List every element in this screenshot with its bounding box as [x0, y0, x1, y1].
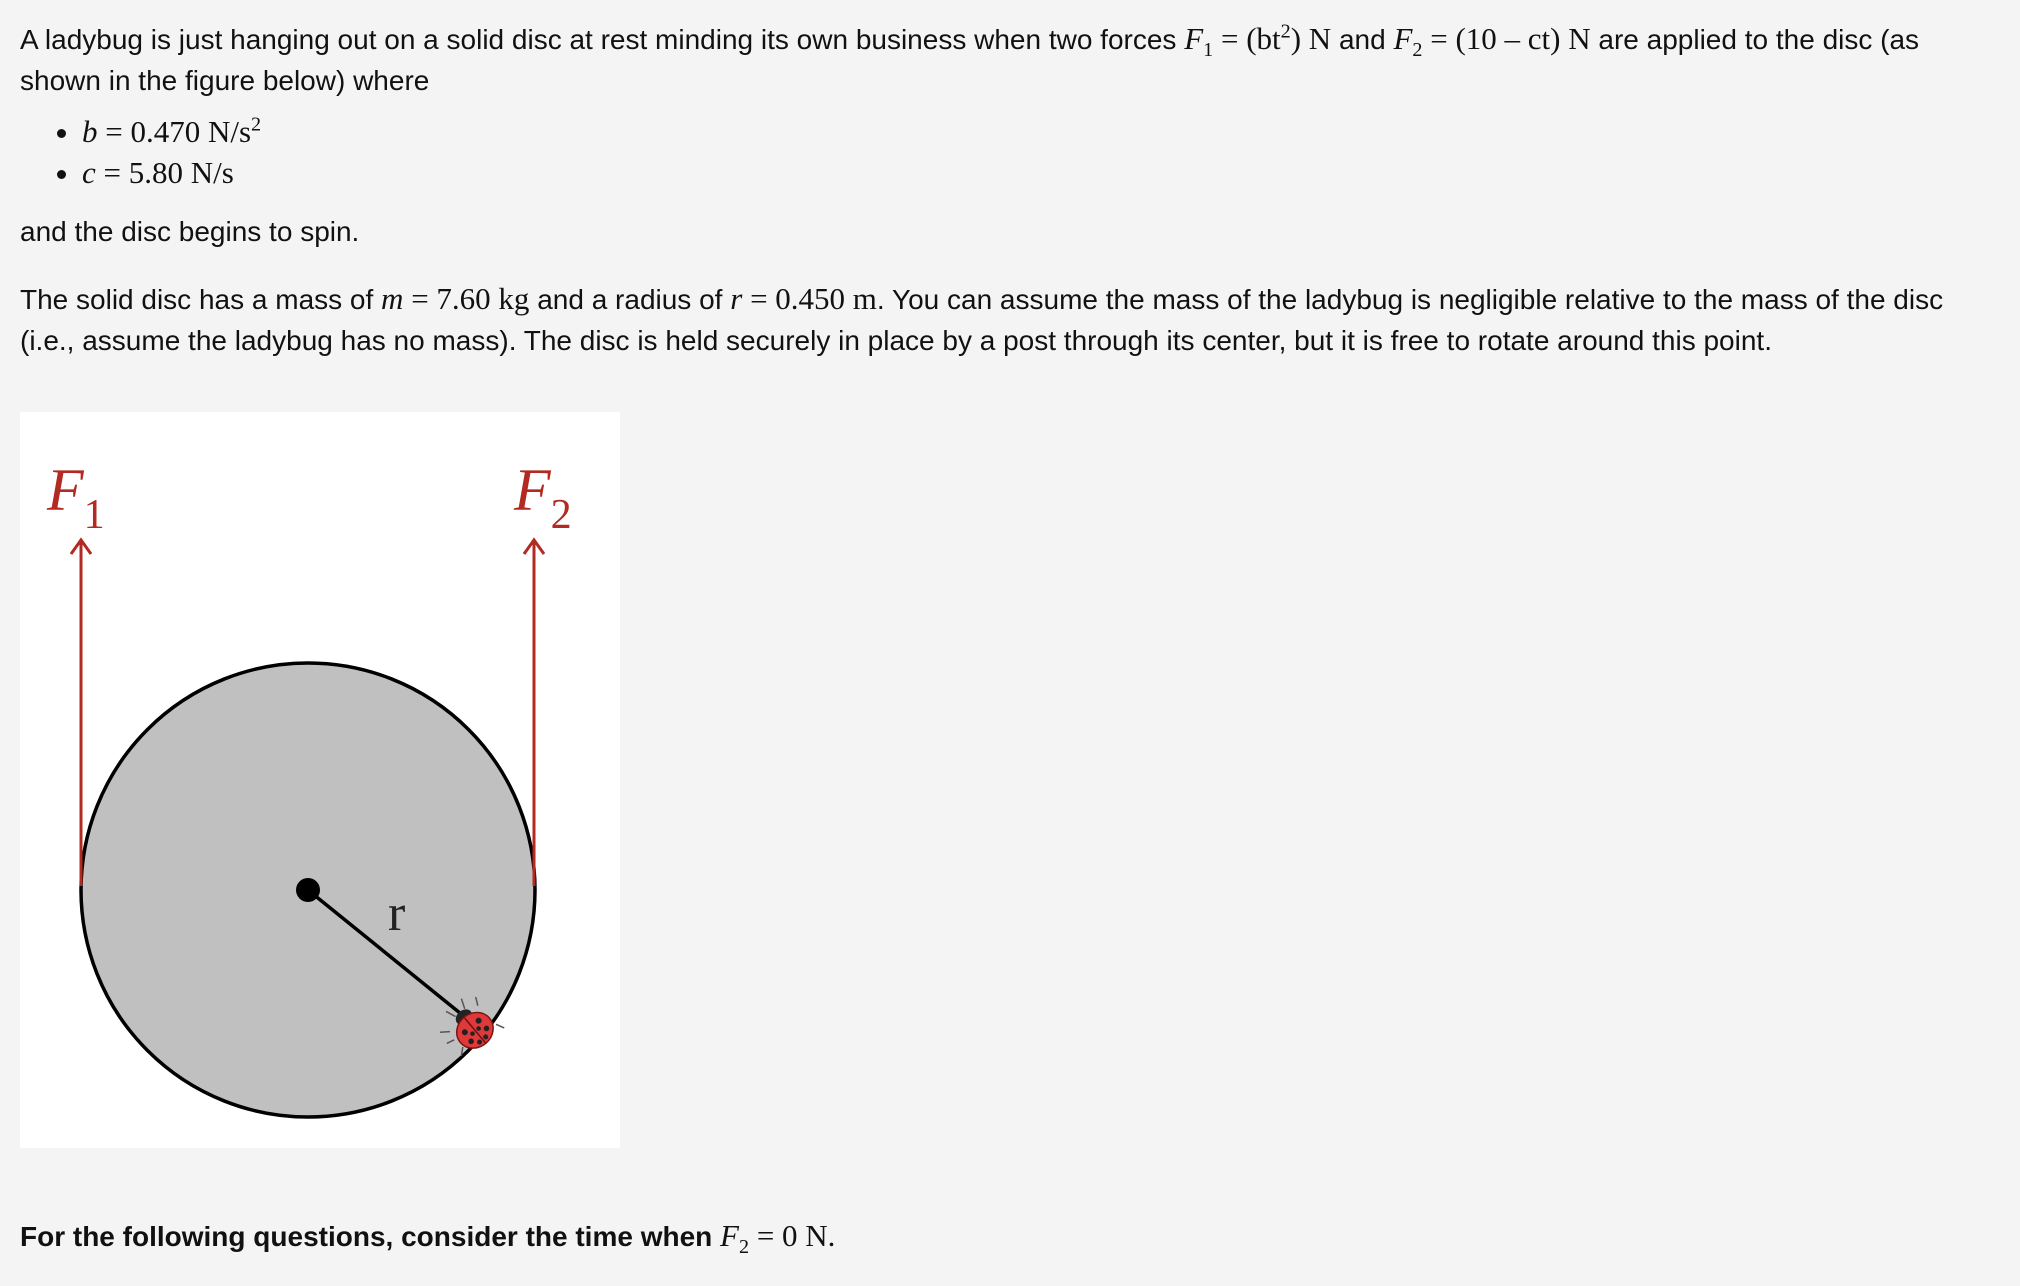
mass-symbol: m — [381, 281, 404, 316]
question-subscript: 2 — [738, 1236, 750, 1259]
param-var: b — [82, 114, 98, 149]
f2-expression — [1393, 21, 1591, 62]
f2-rhs: = (10 – ct) N — [1422, 21, 1591, 56]
radius-expression — [730, 281, 877, 316]
mass-expression — [381, 281, 529, 316]
disc-text-3: . You can assume the mass of the ladybug is negligible relative to the mass of the disc (i.e., assume the ladybug has no mass). The disc is held securely in place by a post through its center, but it is free to rotate around this point. — [20, 284, 1944, 356]
f2-subscript: 2 — [1412, 39, 1423, 62]
f1-label: $F_1$ — [47, 457, 105, 538]
f1-subscript: 1 — [1203, 39, 1214, 62]
f1-expression — [1184, 20, 1332, 62]
f1-rhs: = (bt — [1213, 21, 1281, 56]
mass-value: = 7.60 kg — [403, 281, 530, 316]
param-value: = 5.80 N/s — [95, 155, 234, 190]
question-symbol: F — [720, 1218, 739, 1253]
list-item — [82, 152, 2005, 193]
question-prompt — [20, 1218, 836, 1259]
center-pivot — [296, 878, 320, 902]
problem-statement — [20, 18, 2005, 361]
question-condition — [720, 1218, 836, 1259]
spin-paragraph: and the disc begins to spin. — [20, 216, 360, 247]
f2-symbol: F — [1393, 21, 1413, 56]
intro-paragraph — [20, 18, 2005, 101]
parameter-list — [20, 111, 2005, 193]
f1-exponent: 2 — [1280, 20, 1291, 43]
radius-value: = 0.450 m — [742, 281, 877, 316]
question-text: For the following questions, consider the time when — [20, 1221, 721, 1252]
param-value: = 0.470 N/s — [97, 114, 252, 149]
disc-text-2: and a radius of — [529, 284, 731, 315]
and-text: and — [1331, 24, 1394, 55]
radius-label: r — [388, 885, 406, 942]
radius-symbol: r — [730, 281, 743, 316]
disc-figure — [20, 412, 620, 1148]
param-var: c — [82, 155, 96, 190]
disc-text: The solid disc has a mass of — [20, 284, 382, 315]
disc-diagram — [20, 412, 620, 1148]
f1-symbol: F — [1184, 21, 1204, 56]
disc-paragraph — [20, 278, 2005, 361]
question-rhs: = 0 N. — [749, 1218, 836, 1253]
f2-label: $F_2$ — [514, 457, 572, 538]
intro-text-2: are applied to the disc (as shown in the figure below) where — [20, 24, 1920, 96]
f1-unit: ) N — [1290, 21, 1332, 56]
param-exponent: 2 — [251, 113, 262, 136]
intro-text: A ladybug is just hanging out on a solid disc at rest minding its own business when two forces — [20, 24, 1185, 55]
list-item — [82, 111, 2005, 152]
